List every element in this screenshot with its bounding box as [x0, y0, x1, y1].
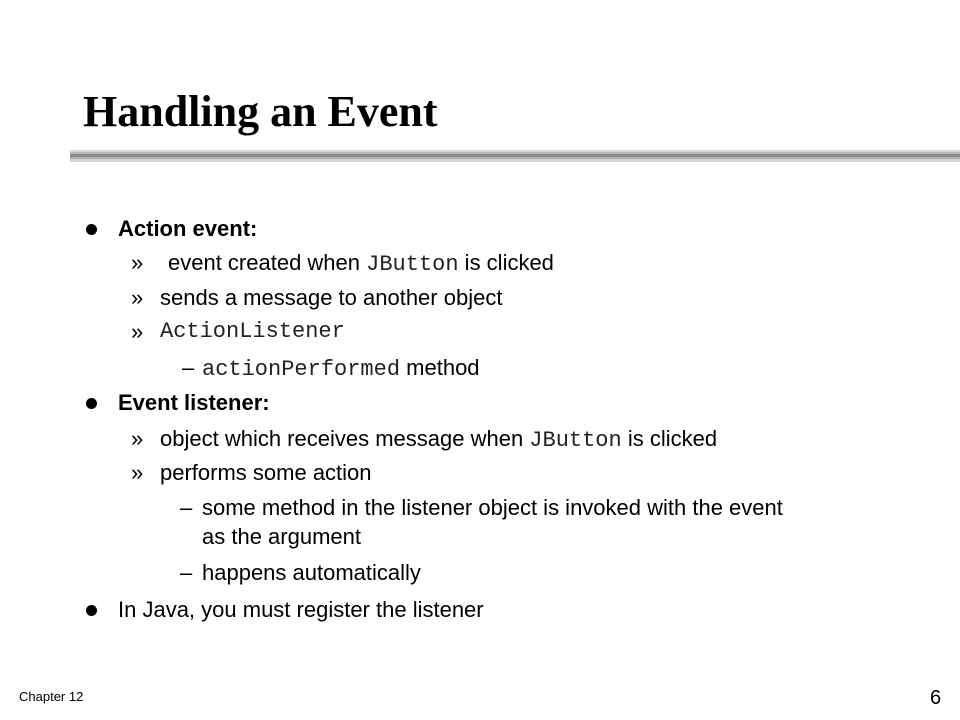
text-segment: is clicked — [458, 250, 554, 275]
subsub-action-performed — [202, 354, 480, 384]
code-action-performed: actionPerformed — [202, 357, 401, 382]
code-jbutton: JButton — [366, 252, 459, 277]
bullet-dot-icon — [86, 605, 97, 616]
subsub-method-invoked-line2: as the argument — [202, 524, 361, 549]
sub-bullet-performs-action: performs some action — [160, 460, 372, 485]
text-segment: event created when — [168, 250, 367, 275]
level3-marker-icon: – — [182, 355, 195, 380]
title-underline-bar — [70, 150, 960, 164]
bullet-register-listener: In Java, you must register the listener — [118, 597, 484, 622]
level3-marker-icon: – — [180, 495, 193, 520]
bullet-action-event: Action event: — [118, 216, 258, 241]
sub-bullet-event-created — [168, 249, 554, 279]
code-action-listener: ActionListener — [160, 319, 345, 344]
bullet-event-listener: Event listener: — [118, 390, 270, 415]
level2-marker-icon: » — [131, 460, 144, 485]
text-segment: is clicked — [621, 426, 718, 451]
bullet-dot-icon — [86, 398, 97, 409]
level3-marker-icon: – — [180, 560, 193, 585]
footer-chapter: Chapter 12 — [19, 689, 84, 704]
sub-bullet-object-receives — [160, 425, 717, 455]
text-segment: method — [400, 355, 480, 380]
level2-marker-icon: » — [131, 426, 144, 451]
subsub-happens-automatically: happens automatically — [202, 560, 421, 585]
subsub-method-invoked-line1: some method in the listener object is invoked with the event — [202, 495, 783, 520]
page-number: 6 — [930, 687, 942, 709]
slide-title: Handling an Event — [83, 87, 438, 136]
code-jbutton: JButton — [529, 428, 622, 453]
level2-marker-icon: » — [131, 285, 144, 310]
sub-bullet-sends-message: sends a message to another object — [160, 285, 503, 310]
level2-marker-icon: » — [131, 250, 144, 275]
level2-marker-icon: » — [131, 319, 144, 344]
text-segment: object which receives message when — [160, 426, 530, 451]
bullet-dot-icon — [86, 224, 97, 235]
